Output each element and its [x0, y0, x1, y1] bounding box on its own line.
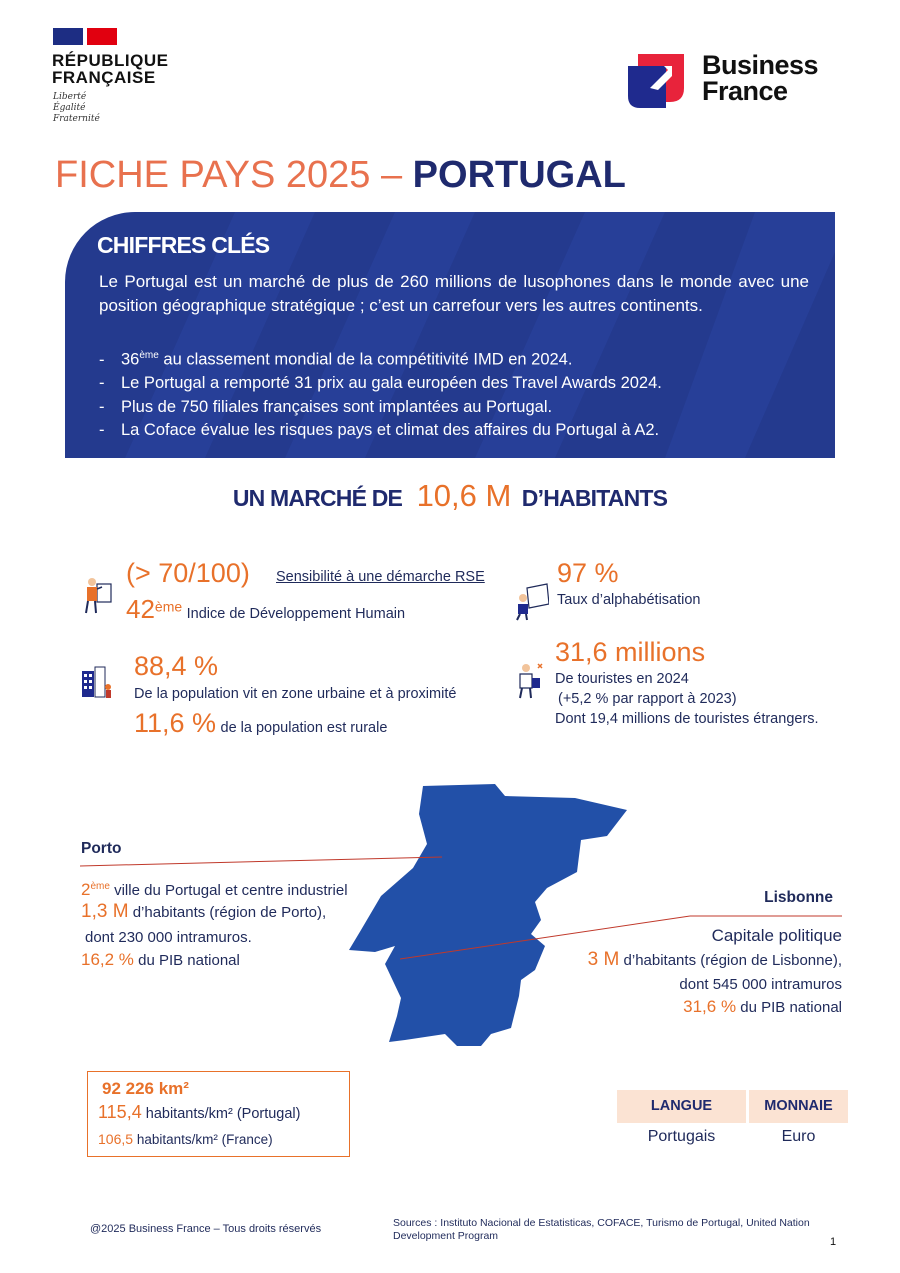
sources-line2: Development Program — [393, 1230, 499, 1242]
lisbonne-label: Lisbonne — [764, 889, 833, 906]
tourist-icon — [514, 660, 548, 700]
key-figures-heading: CHIFFRES CLÉS — [97, 232, 270, 258]
rural-value: 11,6 % — [134, 708, 217, 738]
key-figures-intro: Le Portugal est un marché de plus de 260 millions de lusophones dans le monde avec une position géographique stratégique ; c’est un carrefour vers les autres continents. — [99, 272, 809, 315]
area-surface: 92 226 km² — [102, 1079, 189, 1098]
market-after: D’HABITANTS — [521, 485, 668, 511]
idh-label: Indice de Développement Humain — [186, 606, 406, 622]
table-header-langue: LANGUE — [617, 1090, 746, 1123]
list-item: - La Coface évalue les risques pays et climat des affaires du Portugal à A2. — [99, 421, 660, 439]
title-part2: 2025 – — [285, 154, 403, 196]
city-buildings-icon — [80, 663, 114, 703]
market-value: 10,6 M — [416, 478, 512, 513]
business-france-logo-text — [702, 52, 818, 104]
table-cell-langue: Portugais — [647, 1128, 716, 1145]
list-item: - 36ème au classement mondial de la compétitivité IMD en 2024. — [99, 350, 573, 369]
tourism-line2: (+5,2 % par rapport à 2023) — [558, 691, 737, 707]
table-cell-monnaie: Euro — [781, 1128, 816, 1145]
literacy-label: Taux d’alphabétisation — [557, 592, 701, 608]
list-item: - Plus de 750 filiales françaises sont implantées au Portugal. — [99, 397, 553, 416]
rf-motto — [53, 92, 100, 125]
page-title — [55, 153, 626, 197]
lisbonne-role: Capitale politique — [711, 926, 842, 945]
idh-rank-sup: ème — [154, 598, 183, 615]
rural-label: de la population est rurale — [220, 720, 388, 736]
republique-francaise-flag-icon — [53, 28, 117, 45]
list-item: - Le Portugal a remporté 31 prix au gala européen des Travel Awards 2024. — [99, 374, 662, 392]
area-box — [87, 1071, 350, 1157]
porto-rank: 2ème ville du Portugal et centre industriel — [81, 880, 348, 899]
page-number: 1 — [830, 1236, 837, 1248]
lisbonne-gdp: 31,6 % du PIB national — [683, 997, 842, 1016]
bf-line2: France — [702, 76, 788, 106]
porto-population: 1,3 M d’habitants (région de Porto), — [81, 901, 327, 922]
tourism-line1: De touristes en 2024 — [555, 671, 689, 687]
porto-label: Porto — [81, 840, 122, 857]
tourism-value: 31,6 millions — [555, 637, 706, 667]
motto-liberte: Liberté — [53, 92, 87, 102]
porto-gdp: 16,2 % du PIB national — [81, 950, 240, 969]
porto-intramuros: dont 230 000 intramuros. — [85, 929, 252, 946]
rse-value: (> 70/100) — [126, 558, 250, 588]
porto-connector-line — [80, 855, 442, 869]
table-header-monnaie: MONNAIE — [749, 1090, 848, 1123]
bf-line1: Business — [702, 50, 819, 80]
footer-copyright: @2025 Business France – Tous droits réservés — [90, 1223, 322, 1235]
title-part1: FICHE PAYS — [55, 154, 276, 196]
idh-rank: 42 — [126, 594, 155, 624]
rse-label: Sensibilité à une démarche RSE — [276, 569, 485, 585]
lisbonne-intramuros: dont 545 000 intramuros — [679, 976, 842, 993]
tourism-line3: Dont 19,4 millions de touristes étrangers. — [555, 711, 819, 727]
density-france: 106,5 habitants/km² (France) — [98, 1131, 273, 1147]
key-figures-list — [99, 344, 819, 443]
urban-label: De la population vit en zone urbaine et à proximité — [134, 686, 457, 702]
key-figures-box — [65, 212, 835, 458]
market-before: UN MARCHÉ DE — [232, 485, 403, 511]
business-france-logo-icon — [628, 48, 690, 108]
reading-icon — [515, 582, 549, 622]
rf-name-line2: FRANÇAISE — [52, 68, 156, 87]
motto-fraternite: Fraternité — [53, 114, 100, 124]
density-portugal: 115,4 habitants/km² (Portugal) — [98, 1102, 301, 1122]
literacy-value: 97 % — [557, 558, 619, 588]
idh-stat — [126, 594, 405, 624]
title-country: PORTUGAL — [412, 154, 626, 196]
market-heading — [0, 478, 900, 514]
presenter-icon — [80, 575, 114, 615]
sources-line1: Sources : Instituto Nacional de Estatisticas, COFACE, Turismo de Portugal, United Nation — [393, 1217, 810, 1229]
rf-name-line1: RÉPUBLIQUE — [52, 51, 169, 70]
republique-francaise-logo — [52, 52, 168, 86]
motto-egalite: Égalité — [53, 103, 86, 113]
footer-sources — [393, 1217, 810, 1243]
rural-stat — [134, 708, 387, 738]
lisbonne-population: 3 M d’habitants (région de Lisbonne), — [587, 949, 842, 970]
urban-value: 88,4 % — [134, 651, 219, 681]
